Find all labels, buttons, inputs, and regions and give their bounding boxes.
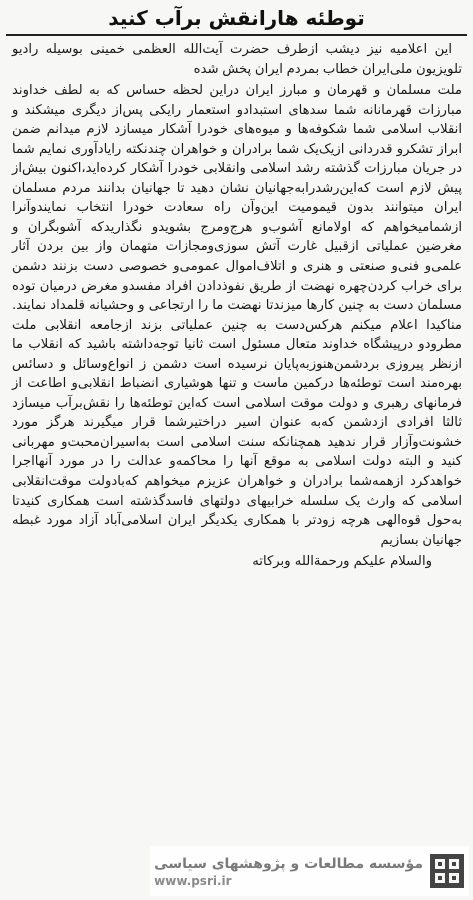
watermark-url: www.psri.ir <box>154 874 232 888</box>
article-body <box>12 40 462 572</box>
watermark-name: مؤسسه مطالعات و پژوهشهای سیاسی <box>154 856 423 872</box>
article-closing: والسلام علیکم ورحمةالله وبرکاته <box>252 554 432 570</box>
publisher-watermark <box>150 846 469 896</box>
article-main-paragraph: ملت مسلمان و قهرمان و مبارز ایران دراین لحظه حساس که به لطف خداوند مبارزات قهرمانانه شما سدهای استبدادو استعمار رایکی پس‌از دیگری میشکند و انقلاب اسلامی شما شکوفه‌ها و میوه‌های خودرا آشکار میسازد لازم میدانم ضمن ابراز تشکرو قدردانی ازیک‌یک شما برادران و خواهران چندنکته رایادآوری نمایم شما در جریان مبارزات گذشته رشد اسلامی وانقلابی خودرا آشکار کرده‌اید،اکنون بیش‌از پیش لازم است که‌این‌رشدرابه‌جهانیان نشان دهید تا جهانیان بدانند مردم مسلمان ایران میتوانند بدون قیمومیت این‌وآن راه سعادت خودرا انتخاب نمایندوآنرا ازشمامیخواهم که اولامانع آشوب‌و هرج‌ومرج بشوید‌و نگذاریدکه آشوبگران و مغرضین عملیاتی ازقبیل غارت آتش سوزی‌ومجازات متهمان واز بین بردن آثار علمی‌و فنی‌و صنعتی و هنری و اتلاف‌اموال عمومی‌و خصوصی دست بزنند دشمن برای خراب کردن‌چهره نهضت از طریق نفوذدادن افراد مفسدو مغرض درمیان توده مسلمان دست به چنین کارها میزندتا نهضت ما را ارتجاعی و وحشیانه قلمداد نمایند. مناکیدا اعلام میکنم هرکس‌دست به چنین عملیاتی بزند ازجامعه انقلابی ملت مطرودو درپیشگاه خداوند متعال مسئول است ثانیا توجه‌داشته باشید که انقلاب ما ازنظر پیروزی بردشمن‌هنوزبه‌پایان نرسیده است دشمن ز انواع‌وسائل و دسائس بهره‌مند است توطئه‌ها درکمین ماست و تنها هوشیاری انضباط انقلابی‌و اطاعت از فرمانهای رهبری و دولت موقت اسلامی است که‌این توطئه‌ها را نقش‌برآب میسازد ثالثا افرادی ازدشمن که‌به عنوان اسیر در‌اختیر‌شما قرار میگیرند هرگز مورد خشونت‌وآزار قرار ندهید همچنانکه سنت اسلامی است به‌اسیران‌محبت‌و مهربانی کنید و البته دولت اسلامی به موقع آنها را محاکمه‌و عدالت را در مورد آنهااجرا خواهدکرد ازهمه‌شما برادران و خواهران عزیزم میخواهم که‌بادولت موقت‌انقلابی اسلامی که وارث یک سلسله خرابیهای دولتهای فاسدگذشته است همکاری کنیدتا به‌حول قوه‌الهی هرچه زودتر با همکاری یکدیگر ایران اسلامی‌آباد آزاد مورد غبطه جهانیان بسازیم <box>12 83 462 548</box>
article-headline: توطئه هارانقش برآب کنید <box>108 6 365 30</box>
article-intro-paragraph: این اعلامیه نیز دیشب ازطرف حضرت آیت‌الله العظمی خمینی بوسیله رادیو تلویزیون ملی‌ایران خطاب بمردم ایران پخش شده <box>12 42 462 77</box>
institute-logo-icon <box>429 853 465 889</box>
watermark-text-block <box>154 854 423 888</box>
headline-divider <box>6 34 467 36</box>
